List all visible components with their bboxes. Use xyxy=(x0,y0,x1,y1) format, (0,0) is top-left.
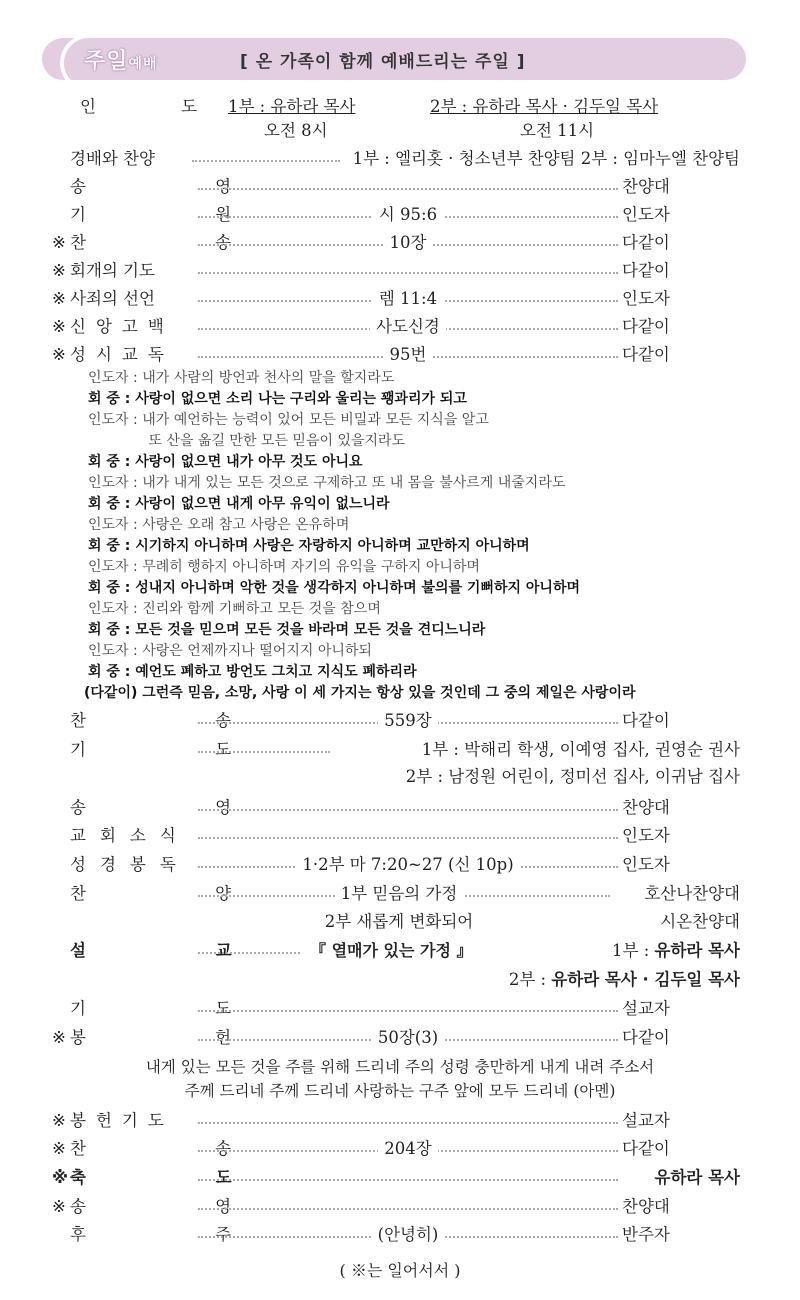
responsive-line: 회 중 : 사랑이 없으면 소리 나는 구리와 울리는 꽹과리가 되고 xyxy=(88,391,467,407)
responsive-line: 인도자 : 사랑은 언제까지나 떨어지지 아니하되 xyxy=(88,643,372,659)
page-title: 주일예배 xyxy=(84,49,158,74)
offering-lyric: 주께 드리네 주께 드리네 사랑하는 구주 앞에 모두 드리네 (아멘) xyxy=(184,1082,616,1100)
order-item: ※ 사죄의 선언 렘 11:4 인도자 xyxy=(52,289,670,308)
service1-time: 오전 8시 xyxy=(264,121,328,140)
responsive-line: 회 중 : 시기하지 아니하며 사랑은 자랑하지 아니하며 교만하지 아니하며 xyxy=(88,538,530,554)
sermon-title: 『 열매가 있는 가정 』 xyxy=(310,941,473,960)
order-item: 기 원 시 95:6 인도자 xyxy=(70,205,670,224)
leader-dots xyxy=(198,751,330,753)
order-item: 교회소식 인도자 xyxy=(70,826,670,845)
order-item: ※ 축 도 유하라 목사 xyxy=(52,1168,740,1187)
leader-dots xyxy=(198,952,300,954)
order-item: 기 도 설교자 xyxy=(70,999,670,1018)
intro-row: 인 도 1부 : 유하라 목사 2부 : 유하라 목사 · 김두일 목사 xyxy=(52,94,740,120)
order-item: 찬 송 559장 다같이 xyxy=(70,711,670,730)
responsive-line: 회 중 : 사랑이 없으면 내가 아무 것도 아니요 xyxy=(88,454,363,470)
leader-dots xyxy=(198,837,618,839)
responsive-line: 인도자 : 내가 내게 있는 모든 것으로 구제하고 또 내 몸을 불사르게 내줄지라도 xyxy=(88,475,566,491)
order-item-continued: 2부 : 남정원 어린이, 정미선 집사, 이귀남 집사 xyxy=(405,767,740,786)
leader-dots xyxy=(198,1208,618,1210)
responsive-line: 회 중 : 사랑이 없으면 내게 아무 유익이 없느니라 xyxy=(88,496,390,512)
responsive-line: 회 중 : 성내지 아니하며 악한 것을 생각하지 아니하며 불의를 기뻐하지 아니하며 xyxy=(88,580,580,596)
leader-dots xyxy=(198,1010,618,1012)
order-item: ※ 신앙고백 사도신경 다같이 xyxy=(52,317,670,336)
responsive-line: 인도자 : 내가 예언하는 능력이 있어 모든 비밀과 모든 지식을 알고 xyxy=(88,412,489,428)
order-item-continued: 2부 새롭게 변화되어 시온찬양대 xyxy=(52,909,740,935)
order-item: ※ 송 영 찬양대 xyxy=(52,1197,670,1216)
order-item: ※ 봉 헌 50장(3) 다같이 xyxy=(52,1028,670,1047)
order-item: ※ 찬 송 204장 다같이 xyxy=(52,1139,670,1158)
responsive-line: 회 중 : 예언도 폐하고 방언도 그치고 지식도 폐하리라 xyxy=(88,664,417,680)
leader-dots xyxy=(198,1122,618,1124)
order-item: 기 도 1부 : 박해리 학생, 이예영 집사, 권영순 권사 xyxy=(70,740,740,759)
service2-leader: 2부 : 유하라 목사 · 김두일 목사 xyxy=(430,97,659,116)
responsive-line: (다같이) 그런즉 믿음, 소망, 사랑 이 세 가지는 항상 있을 것인데 그 중의 제일은 사랑이라 xyxy=(84,685,636,701)
responsive-line: 인도자 : 무례히 행하지 아니하며 자기의 유익을 구하지 아니하며 xyxy=(88,559,480,575)
responsive-line: 또 산을 옮길 만한 모든 믿음이 있을지라도 xyxy=(148,433,406,449)
responsive-line: 인도자 : 진리와 함께 기뻐하고 모든 것을 참으며 xyxy=(88,601,381,617)
leader-dots xyxy=(198,188,618,190)
responsive-line: 인도자 : 내가 사람의 방언과 천사의 말을 할지라도 xyxy=(88,370,395,386)
standing-note: ( ※는 일어서서 ) xyxy=(339,1261,461,1280)
order-item: 성경봉독 1·2부 마 7:20~27 (신 10p) 인도자 xyxy=(70,855,670,874)
order-item: ※ 봉헌기도 설교자 xyxy=(52,1111,670,1130)
leader-dots xyxy=(198,809,618,811)
order-item: 찬 양 1부 믿음의 가정 호산나찬양대 xyxy=(70,884,740,903)
leader-dots xyxy=(198,272,618,274)
sermon-row: 설 교 『 열매가 있는 가정 』 1부 : 유하라 목사 xyxy=(52,938,740,964)
offering-lyric: 내게 있는 모든 것을 주를 위해 드리네 주의 성령 충만하게 내게 내려 주소서 xyxy=(145,1058,655,1076)
intro-times xyxy=(52,118,740,144)
service1-leader: 1부 : 유하라 목사 xyxy=(228,97,356,116)
leader-dots xyxy=(192,160,340,162)
order-item: ※ 찬 송 10장 다같이 xyxy=(52,233,670,252)
order-item: 후 주 (안녕히) 반주자 xyxy=(70,1225,670,1244)
responsive-line: 회 중 : 모든 것을 믿으며 모든 것을 바라며 모든 것을 견디느니라 xyxy=(88,622,486,638)
responsive-line: 인도자 : 사랑은 오래 참고 사랑은 온유하며 xyxy=(88,517,350,533)
worship-theme: [ 온 가족이 함께 예배드리는 주일 ] xyxy=(240,52,526,72)
order-item: ※ 성시교독 95번 다같이 xyxy=(52,345,670,364)
sermon-preachers: 2부 : 유하라 목사 · 김두일 목사 xyxy=(508,970,740,989)
praise-row: 경배와 찬양 1부 : 엘리홋 · 청소년부 찬양팀 2부 : 임마누엘 찬양팀 xyxy=(70,149,740,168)
order-item: 송 영 찬양대 xyxy=(70,798,670,817)
leader-dots xyxy=(198,1179,618,1181)
order-item: 송 영 찬양대 xyxy=(70,177,670,196)
service2-time: 오전 11시 xyxy=(520,121,595,140)
order-item: ※ 회개의 기도 다같이 xyxy=(52,261,670,280)
